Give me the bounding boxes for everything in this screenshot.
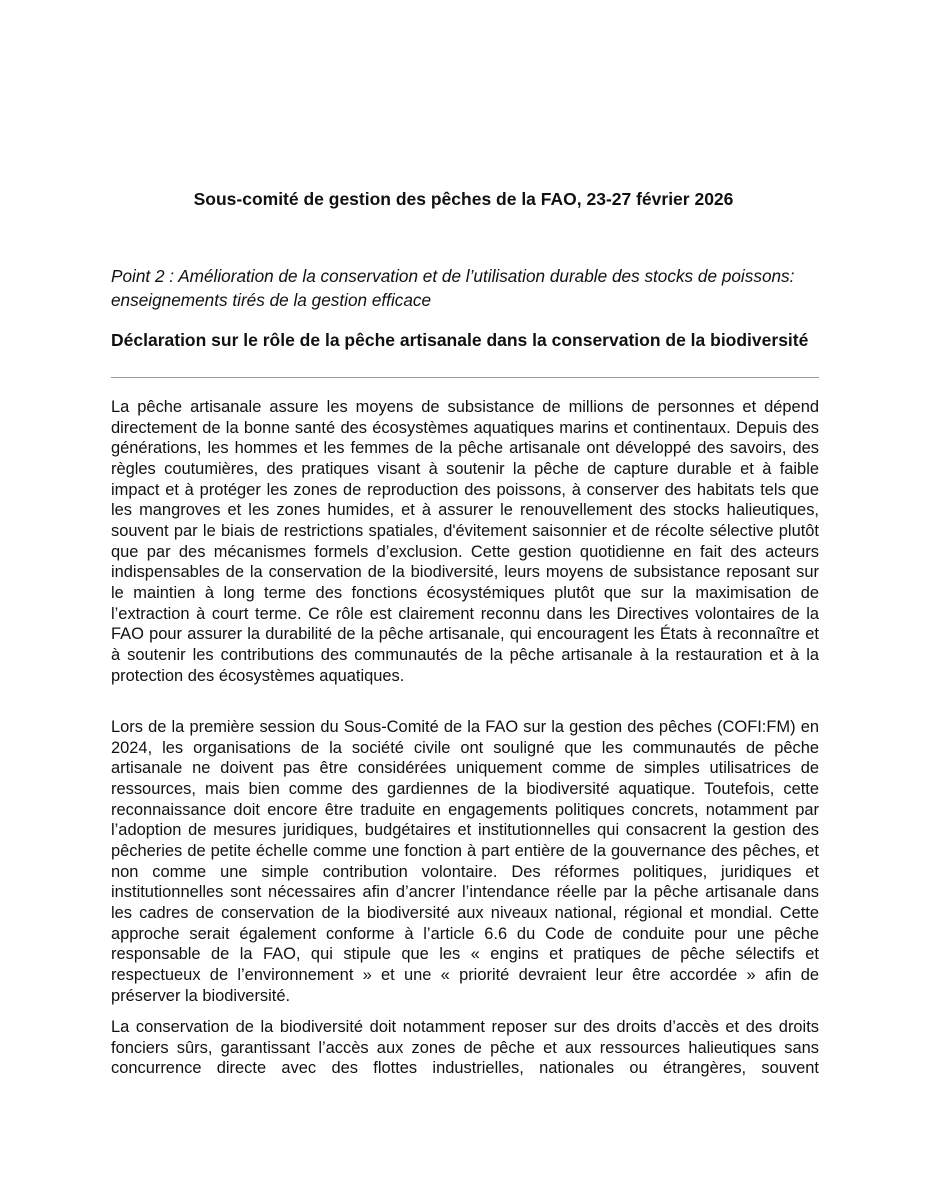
- agenda-item: Point 2 : Amélioration de la conservation et de l’utilisation durable des stocks de poissons: enseignements tirés de la gestion efficace: [111, 266, 795, 310]
- paragraph-3: La conservation de la biodiversité doit notamment reposer sur des droits d’accès et des droits fonciers sûrs, garantissant l’accès aux zones de pêche et aux ressources halieutiques sans concurrence directe avec des flottes industrielles, nationales ou étrangères, souvent: [111, 1018, 819, 1078]
- statement-title: Déclaration sur le rôle de la pêche artisanale dans la conservation de la biodiversité: [111, 330, 809, 350]
- paragraph-1: La pêche artisanale assure les moyens de subsistance de millions de personnes et dépend directement de la bonne santé des écosystèmes aquatiques marins et continentaux. Depuis des générations, les hommes et les femmes de la pêche artisanale ont développé des savoirs, des règles coutumières, des pratiques visant à soutenir la pêche de capture durable et à faible impact et à protéger les zones de reproduction des poissons, à conserver des habitats tels que les mangroves et les zones humides, et à assurer le renouvellement des stocks halieutiques, souvent par le biais de restrictions spatiales, d'évitement saisonnier et de récolte sélective plutôt que par des mécanismes formels d’exclusion. Cette gestion quotidienne en fait des acteurs indispensables de la conservation de la biodiversité, leurs moyens de subsistance reposant sur le maintien à long terme des fonctions écosystémiques plutôt que sur la maximisation de l’extraction à court terme. Ce rôle est clairement reconnu dans les Directives volontaires de la FAO pour assurer la durabilité de la pêche artisanale, qui encouragent les États à reconnaître et à soutenir les contributions des communautés de la pêche artisanale à la restauration et à la protection des écosystèmes aquatiques.: [111, 398, 819, 685]
- document-title: Sous-comité de gestion des pêches de la FAO, 23-27 février 2026: [193, 189, 734, 209]
- title-divider: [111, 377, 819, 378]
- paragraph-2: Lors de la première session du Sous-Comité de la FAO sur la gestion des pêches (COFI:FM) en 2024, les organisations de la société civile ont souligné que les communautés de pêche artisanale ne doivent pas être considérées uniquement comme de simples utilisatrices de ressources, mais bien comme des gardiennes de la biodiversité aquatique. Toutefois, cette reconnaissance doit encore être traduite en engagements politiques concrets, notamment par l’adoption de mesures juridiques, budgétaires et institutionnelles qui consacrent la gestion des pêcheries de petite échelle comme une fonction à part entière de la gouvernance des pêches, et non comme une simple contribution volontaire. Des réformes politiques, juridiques et institutionnelles sont nécessaires afin d’ancrer l’intendance réelle par la pêche artisanale dans les cadres de conservation de la biodiversité aux niveaux national, régional et mondial. Cette approche serait également conforme à l’article 6.6 du Code de conduite pour une pêche responsable de la FAO, qui stipule que les « engins et pratiques de pêche sélectifs et respectueux de l’environnement » et une « priorité devraient leur être accordée » afin de préserver la biodiversité.: [111, 718, 819, 1005]
